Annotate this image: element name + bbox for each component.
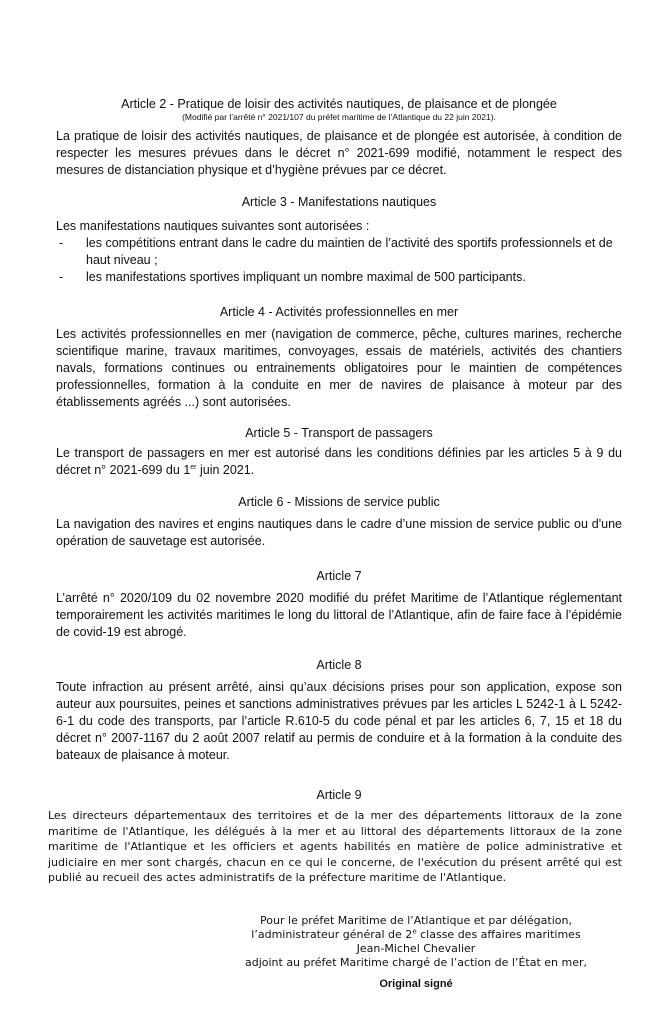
article-6-paragraph: La navigation des navires et engins nautiques dans le cadre d’une mission de service public ou d'une opération de sauvetage est autorisée. [56, 517, 622, 548]
dash-bullet: - [59, 236, 64, 250]
article-5-title: Article 5 - Transport de passagers [245, 426, 433, 440]
article-6-body [56, 516, 622, 550]
list-item [56, 235, 622, 269]
article-9-heading [56, 788, 622, 803]
article-3-heading [56, 195, 622, 210]
article-3-body [56, 218, 622, 286]
article-8-heading [56, 658, 622, 673]
article-3-title: Article 3 - Manifestations nautiques [241, 195, 437, 209]
article-9-paragraph: Les directeurs départementaux des territoires et de la mer des départements littoraux de la zone maritime de l'Atlantique, les délégués à la mer et au littoral des départements littoraux de la zone maritime de l'Atlantique et les officiers et agents habilités en matière de police administrative et judiciaire en mer sont chargés, chacun en ce qui le concerne, de l'exécution du présent arrêté qui est publié au recueil des actes administratifs de la préfecture maritime de l'Atlantique. [48, 809, 622, 884]
article-5-body [56, 445, 622, 479]
article-7-body [56, 590, 622, 641]
article-8-paragraph: Toute infraction au présent arrêté, ainsi qu’aux décisions prises pour son application, expose son auteur aux poursuites, peines et sanctions administratives prévues par les articles L 5242-1 à L 5242-6-1 du code des transports, par l’article R.610-5 du code pénal et par les articles 6, 7, 15 et 18 du décret n° 2007-1167 du 2 août 2007 relatif au permis de conduire et à la formation à la conduite des bateaux de plaisance à moteur. [56, 680, 622, 762]
article-3-list [56, 235, 622, 286]
article-5-text-end: juin 2021. [196, 463, 255, 477]
article-6-heading [56, 495, 622, 510]
signature-block [216, 914, 616, 991]
article-9-title: Article 9 [316, 788, 362, 802]
article-7-paragraph: L’arrêté n° 2020/109 du 02 novembre 2020 modifié du préfet Maritime de l’Atlantique réglementant temporairement les activités maritimes le long du littoral de l’Atlantique, afin de faire face à l’épidémie de covid-19 est abrogé. [56, 591, 622, 639]
article-4-body [56, 326, 622, 411]
signature-line-4: adjoint au préfet Maritime chargé de l’action de l’État en mer, [244, 956, 588, 969]
article-4-heading [56, 305, 622, 320]
original-signed-label: Original signé [379, 978, 453, 990]
article-3-intro: Les manifestations nautiques suivantes sont autorisées : [56, 219, 370, 233]
signature-line-2 [216, 928, 616, 942]
dash-bullet: - [59, 270, 64, 284]
article-2-body [56, 128, 622, 179]
ordinal-superscript: er [190, 463, 197, 471]
signatory-name: Jean-Michel Chevalier [356, 942, 476, 955]
article-5-paragraph [56, 445, 622, 479]
article-7-title: Article 7 [316, 569, 362, 583]
article-2-subtitle: (Modifié par l’arrêté n° 2021/107 du préfet maritime de l’Atlantique du 22 juin 2021). [182, 112, 496, 122]
article-5-heading [56, 426, 622, 441]
article-2-heading [56, 97, 622, 122]
article-7-heading [56, 569, 622, 584]
article-4-paragraph: Les activités professionnelles en mer (navigation de commerce, pêche, cultures marines, recherche scientifique marine, travaux maritimes, convoyages, essais de matériels, activités des chantiers navals, formations continues ou entrainements obligatoires pour le maintien de compétences professionnelles, formation à la conduite en mer de navires de plaisance à moteur par des établissements agréés ...) sont autorisées. [56, 327, 622, 409]
article-5-text: Le transport de passagers en mer est autorisé dans les conditions définies par les articles 5 à 9 du décret n° 2021-699 du 1 [56, 446, 622, 477]
ordinal-superscript: e [412, 927, 417, 936]
list-item-text: les compétitions entrant dans le cadre du maintien de l’activité des sportifs professionnels et de haut niveau ; [86, 236, 613, 267]
article-8-body [56, 679, 622, 764]
signature-line-1: Pour le préfet Maritime de l’Atlantique et par délégation, [260, 914, 572, 927]
article-2-paragraph: La pratique de loisir des activités nautiques, de plaisance et de plongée est autorisée, à condition de respecter les mesures prévues dans le décret n° 2021-699 modifié, notamment le respect des mesures de distanciation physique et d’hygiène prévues par ce décret. [56, 129, 622, 177]
article-4-title: Article 4 - Activités professionnelles en mer [219, 305, 459, 319]
article-2-title: Article 2 - Pratique de loisir des activités nautiques, de plaisance et de plongée [121, 97, 557, 111]
signature-line-2-text-end: classe des affaires maritimes [416, 928, 581, 941]
article-6-title: Article 6 - Missions de service public [238, 495, 440, 509]
article-8-title: Article 8 [316, 658, 362, 672]
list-item [56, 269, 622, 286]
list-item-text: les manifestations sportives impliquant un nombre maximal de 500 participants. [86, 270, 526, 284]
signature-line-2-text: l’administrateur général de 2 [251, 928, 413, 941]
article-9-body [48, 808, 622, 886]
